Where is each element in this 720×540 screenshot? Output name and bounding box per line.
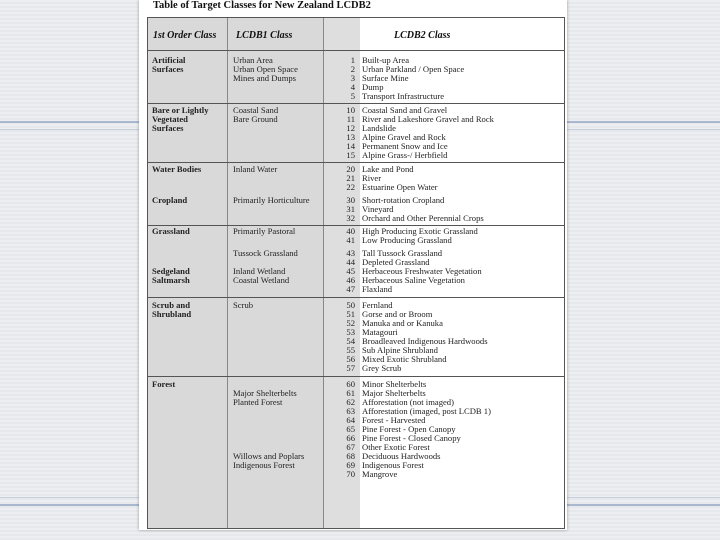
group-divider [148,376,564,377]
lcdb2-class-number: 2 [350,64,355,74]
first-order-class: Vegetated [152,114,188,124]
lcdb2-class-number: 13 [346,132,355,142]
lcdb2-class-name: Indigenous Forest [362,460,424,470]
lcdb2-class-name: Gorse and or Broom [362,309,433,319]
lcdb1-class: Major Shelterbelts [233,388,297,398]
lcdb2-class-name: Afforestation (imaged, post LCDB 1) [362,406,491,416]
lcdb2-class-number: 22 [346,182,355,192]
lcdb2-class-name: Broadleaved Indigenous Hardwoods [362,336,488,346]
lcdb1-class: Coastal Wetland [233,275,290,285]
lcdb2-class-number: 46 [346,275,355,285]
lcdb2-class-number: 21 [346,173,355,183]
lcdb1-class: Willows and Poplars [233,451,305,461]
lcdb2-class-number: 70 [346,469,355,479]
lcdb1-class: Coastal Sand [233,105,279,115]
lcdb2-class-name: Mixed Exotic Shrubland [362,354,447,364]
lcdb2-class-number: 65 [346,424,355,434]
lcdb2-class-number: 62 [346,397,355,407]
lcdb1-class: Bare Ground [233,114,278,124]
lcdb2-class-number: 40 [346,226,355,236]
lcdb2-class-name: Herbaceous Freshwater Vegetation [362,266,482,276]
table-title: Table of Target Classes for New Zealand LCDB2 [153,0,371,11]
lcdb2-class-number: 30 [346,195,355,205]
lcdb2-class-name: Tall Tussock Grassland [362,248,443,258]
lcdb2-class-number: 63 [346,406,355,416]
lcdb2-class-number: 52 [346,318,355,328]
lcdb2-class-number: 43 [346,248,355,258]
lcdb2-class-number: 44 [346,257,355,267]
first-order-class: Surfaces [152,64,184,74]
lcdb2-class-name: Pine Forest - Closed Canopy [362,433,461,443]
lcdb1-class: Urban Open Space [233,64,298,74]
lcdb2-class-number: 51 [346,309,355,319]
lcdb2-class-name: Pine Forest - Open Canopy [362,424,456,434]
first-order-class: Bare or Lightly [152,105,209,115]
lcdb2-class-number: 41 [346,235,355,245]
class-table [147,17,565,529]
lcdb2-class-number: 53 [346,327,355,337]
lcdb2-class-number: 47 [346,284,355,294]
lcdb2-class-number: 11 [346,114,355,124]
lcdb2-class-number: 4 [350,82,355,92]
lcdb2-class-name: Alpine Gravel and Rock [362,132,446,142]
lcdb2-class-name: Manuka and or Kanuka [362,318,443,328]
lcdb2-class-name: Orchard and Other Perennial Crops [362,213,484,223]
lcdb2-class-name: Depleted Grassland [362,257,430,267]
lcdb1-class: Urban Area [233,55,273,65]
lcdb2-class-number: 66 [346,433,355,443]
lcdb2-class-name: Permanent Snow and Ice [362,141,448,151]
lcdb2-class-name: Built-up Area [362,55,410,65]
lcdb2-class-number: 5 [350,91,355,101]
group-divider [148,297,564,298]
header-first-order: 1st Order Class [153,30,217,41]
lcdb1-class: Indigenous Forest [233,460,295,470]
column-divider [227,18,228,528]
lcdb2-class-number: 60 [346,379,355,389]
lcdb1-class: Inland Wetland [233,266,286,276]
first-order-class: Grassland [152,226,190,236]
lcdb1-class: Tussock Grassland [233,248,298,258]
lcdb2-class-name: Lake and Pond [362,164,414,174]
first-order-class: Forest [152,379,176,389]
group-divider [148,225,564,226]
lcdb2-class-number: 12 [346,123,355,133]
first-order-class: Scrub and [152,300,190,310]
document-page [139,0,567,530]
lcdb2-class-name: Coastal Sand and Gravel [362,105,448,115]
lcdb2-class-name: Herbaceous Saline Vegetation [362,275,465,285]
lcdb2-class-number: 15 [346,150,355,160]
lcdb2-class-number: 67 [346,442,355,452]
lcdb2-class-number: 68 [346,451,355,461]
lcdb2-class-number: 69 [346,460,355,470]
table-header-row [148,18,564,51]
lcdb2-class-name: Fernland [362,300,393,310]
lcdb2-class-name: Low Producing Grassland [362,235,452,245]
lcdb2-class-name: Short-rotation Cropland [362,195,445,205]
lcdb2-class-name: Dump [362,82,384,92]
lcdb2-class-number: 10 [346,105,355,115]
lcdb2-class-name: Other Exotic Forest [362,442,430,452]
lcdb2-class-name: River and Lakeshore Gravel and Rock [362,114,494,124]
lcdb2-class-number: 61 [346,388,355,398]
lcdb2-class-number: 31 [346,204,355,214]
lcdb2-class-name: Mangrove [362,469,398,479]
lcdb2-class-name: Transport Infrastructure [362,91,445,101]
lcdb2-class-name: Surface Mine [362,73,409,83]
lcdb2-class-number: 64 [346,415,355,425]
lcdb2-class-name: Sub Alpine Shrubland [362,345,438,355]
group-divider [148,162,564,163]
lcdb2-class-name: Estuarine Open Water [362,182,438,192]
lcdb2-class-number: 32 [346,213,355,223]
lcdb1-class: Primarily Horticulture [233,195,310,205]
lcdb2-class-name: Afforestation (not imaged) [362,397,454,407]
first-order-class: Shrubland [152,309,192,319]
lcdb2-class-number: 45 [346,266,355,276]
lcdb1-class: Mines and Dumps [233,73,297,83]
first-order-class: Sedgeland [152,266,190,276]
lcdb2-class-number: 56 [346,354,355,364]
group-divider [148,103,564,104]
first-order-class: Artificial [152,55,186,65]
first-order-class: Saltmarsh [152,275,190,285]
lcdb2-class-number: 3 [350,73,355,83]
header-lcdb1: LCDB1 Class [236,30,293,41]
lcdb1-class: Planted Forest [233,397,283,407]
lcdb2-class-name: Deciduous Hardwoods [362,451,441,461]
lcdb2-class-name: Vineyard [362,204,394,214]
first-order-class: Water Bodies [152,164,202,174]
lcdb2-class-name: Major Shelterbelts [362,388,426,398]
lcdb2-class-name: Alpine Grass-/ Herbfield [362,150,448,160]
header-lcdb2: LCDB2 Class [394,30,451,41]
lcdb1-class: Primarily Pastoral [233,226,296,236]
lcdb2-class-number: 55 [346,345,355,355]
first-order-class: Cropland [152,195,188,205]
lcdb2-class-name: High Producing Exotic Grassland [362,226,478,236]
lcdb2-class-name: Matagouri [362,327,398,337]
lcdb2-class-name: Landslide [362,123,396,133]
lcdb2-class-name: Urban Parkland / Open Space [362,64,465,74]
lcdb2-class-number: 57 [346,363,355,373]
lcdb2-class-name: Minor Shelterbelts [362,379,427,389]
lcdb2-class-number: 1 [350,55,355,65]
lcdb2-class-number: 54 [346,336,355,346]
lcdb2-class-name: Grey Scrub [362,363,402,373]
first-order-class: Surfaces [152,123,184,133]
lcdb2-class-name: River [362,173,382,183]
lcdb1-class: Scrub [233,300,254,310]
lcdb2-class-name: Forest - Harvested [362,415,426,425]
lcdb2-class-name: Flaxland [362,284,393,294]
lcdb2-class-number: 20 [346,164,355,174]
lcdb2-class-number: 14 [346,141,355,151]
lcdb1-class: Inland Water [233,164,278,174]
lcdb2-class-number: 50 [346,300,355,310]
